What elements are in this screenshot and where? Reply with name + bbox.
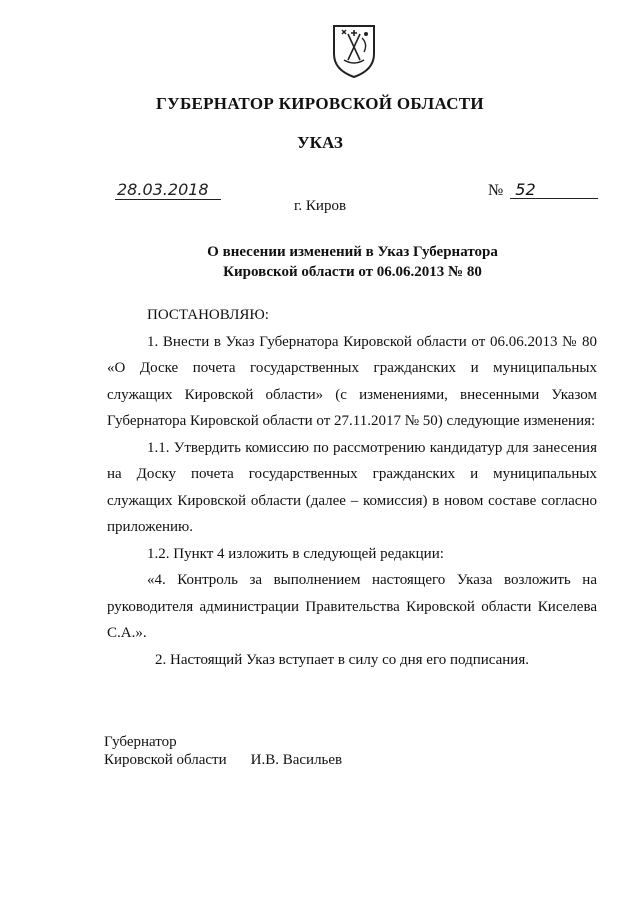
signatory-position-line-2: Кировской области xyxy=(104,752,227,768)
number-label: № xyxy=(488,182,504,199)
document-body xyxy=(107,302,597,673)
subject-line-2: Кировской области от 06.06.2013 № 80 xyxy=(223,264,482,280)
document-subject xyxy=(0,242,640,282)
city: г. Киров xyxy=(293,198,347,214)
document-number xyxy=(488,180,600,200)
date-value: 28.03.2018 xyxy=(117,180,209,199)
document-type: УКАЗ xyxy=(297,133,343,152)
paragraph-1-2-text: «4. Контроль за выполнением настоящего Указа возложить на руководителя администрации Правительства Кировской области Киселева С.А.». xyxy=(107,572,597,641)
issuing-authority: ГУБЕРНАТОР КИРОВСКОЙ ОБЛАСТИ xyxy=(156,94,484,113)
signature-block xyxy=(104,733,342,769)
paragraph-1: 1. Внести в Указ Губернатора Кировской области от 06.06.2013 № 80 «О Доске почета государственных гражданских и муниципальных служащих Кировской области» (с изменениями, внесенными Указом Губернатора Кировской области от 27.11.2017 № 50) следующие изменения: xyxy=(107,333,597,429)
decree-word: ПОСТАНОВЛЯЮ: xyxy=(147,307,269,323)
number-value: 52 xyxy=(515,180,536,199)
signatory-position-line-1: Губернатор xyxy=(104,734,177,750)
subject-line-1: О внесении изменений в Указ Губернатора xyxy=(207,244,498,260)
paragraph-2: 2. Настоящий Указ вступает в силу со дня его подписания. xyxy=(155,651,529,668)
signatory-name: И.В. Васильев xyxy=(250,752,343,768)
document-date xyxy=(115,180,221,200)
paragraph-1-1: 1.1. Утвердить комиссию по рассмотрению кандидатур для занесения на Доску почета государственных гражданских и муниципальных служащих Кировской области (далее – комиссия) в новом составе согласно приложению. xyxy=(107,439,597,535)
kirov-region-coat-of-arms-icon xyxy=(330,20,378,80)
paragraph-1-2: 1.2. Пункт 4 изложить в следующей редакции: xyxy=(147,545,444,562)
